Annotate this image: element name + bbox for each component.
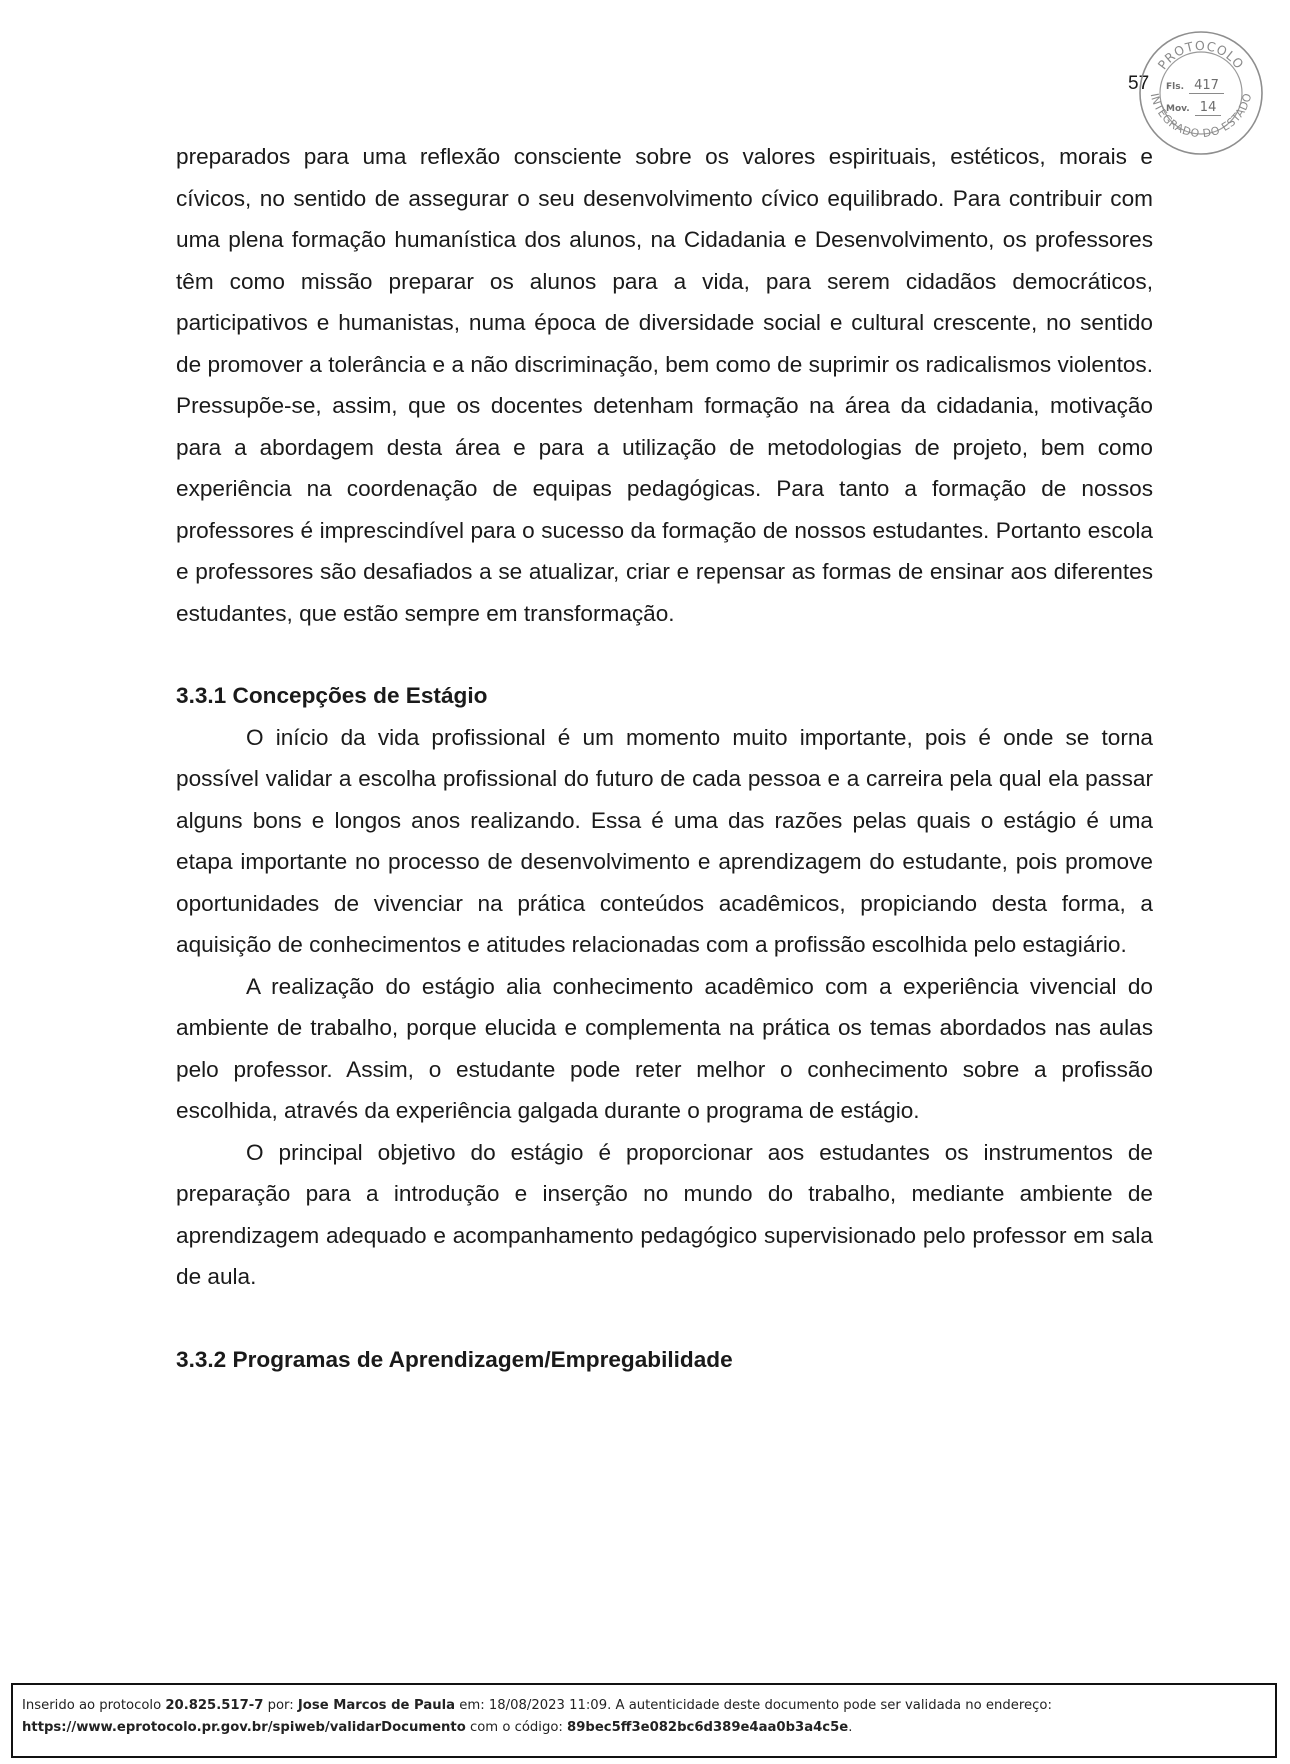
footer-prefix: Inserido ao protocolo: [22, 1698, 166, 1713]
body-paragraph: A realização do estágio alia conhecimento acadêmico com a experiência vivencial do ambiente de trabalho, porque elucida e complementa na prática os temas abordados nas aulas pelo professor. Assim, o estudante pode reter melhor o conhecimento sobre a profissão escolhida, através da experiência galgada durante o programa de estágio.: [176, 973, 1153, 1123]
stamp-fls-value: 417: [1189, 78, 1224, 94]
stamp-ring-bottom: INTEGRADO DO ESTADO: [1147, 91, 1255, 141]
footer-validation-url[interactable]: https://www.eprotocolo.pr.gov.br/spiweb/validarDocumento: [22, 1720, 466, 1735]
protocol-footer: [11, 1683, 1277, 1758]
body-paragraph: O principal objetivo do estágio é proporcionar aos estudantes os instrumentos de preparação para a introdução e inserção no mundo do trabalho, mediante ambiente de aprendizagem adequado e acompanhamento pedagógico supervisionado pelo professor em sala de aula.: [176, 1139, 1153, 1289]
section-heading-3-3-2: 3.3.2 Programas de Aprendizagem/Empregabilidade: [176, 1346, 733, 1372]
footer-line-1: [22, 1695, 1265, 1717]
footer-protocol-number: 20.825.517-7: [165, 1698, 264, 1713]
footer-author: Jose Marcos de Paula: [297, 1698, 456, 1713]
footer-code-label: com o código:: [465, 1720, 568, 1735]
footer-date-label: em:: [455, 1698, 489, 1713]
stamp-fls-label: Fls.: [1166, 82, 1185, 92]
footer-end: .: [848, 1720, 853, 1735]
footer-datetime: 18/08/2023 11:09: [488, 1698, 608, 1713]
body-paragraph: O início da vida profissional é um momento muito importante, pois é onde se torna possível validar a escolha profissional do futuro de cada pessoa e a carreira pela qual ela passar alguns bons e longos anos realizando. Essa é uma das razões pelas quais o estágio é uma etapa importante no processo de desenvolvimento e aprendizagem do estudante, pois promove oportunidades de vivenciar na prática conteúdos acadêmicos, propiciando desta forma, a aquisição de conhecimentos e atitudes relacionadas com a profissão escolhida pelo estagiário.: [176, 724, 1153, 957]
stamp-mov-value: 14: [1195, 100, 1222, 116]
stamp-mov-label: Mov.: [1166, 104, 1190, 114]
protocol-stamp: [1138, 30, 1264, 156]
svg-text:PROTOCOLO: [1155, 38, 1248, 72]
page-number: 57: [1128, 73, 1150, 94]
body-paragraph: preparados para uma reflexão consciente sobre os valores espirituais, estéticos, morais e cívicos, no sentido de assegurar o seu desenvolvimento cívico equilibrado. Para contribuir com uma plena formação humanística dos alunos, na Cidadania e Desenvolvimento, os professores têm como missão preparar os alunos para a vida, para serem cidadãos democráticos, participativos e humanistas, numa época de diversidade social e cultural crescente, no sentido de promover a tolerância e a não discriminação, bem como de suprimir os radicalismos violentos. Pressupõe-se, assim, que os docentes detenham formação na área da cidadania, motivação para a abordagem desta área e para a utilização de metodologias de projeto, bem como experiência na coordenação de equipas pedagógicas. Para tanto a formação de nossos professores é imprescindível para o sucesso da formação de nossos estudantes. Portanto escola e professores são desafiados a se atualizar, criar e repensar as formas de ensinar aos diferentes estudantes, que estão sempre em transformação.: [176, 144, 1153, 626]
document-body: [176, 136, 1153, 1380]
stamp-fls-row: [1166, 74, 1224, 93]
footer-line-2: [22, 1717, 1265, 1739]
footer-validation-text: . A autenticidade deste documento pode ser validada no endereço:: [607, 1698, 1052, 1713]
stamp-ring-top: PROTOCOLO: [1154, 37, 1248, 73]
stamp-mov-row: [1166, 96, 1221, 115]
footer-by-label: por:: [263, 1698, 298, 1713]
section-heading-3-3-1: 3.3.1 Concepções de Estágio: [176, 683, 488, 708]
footer-validation-code: 89bec5ff3e082bc6d389e4aa0b3a4c5e: [567, 1720, 849, 1735]
